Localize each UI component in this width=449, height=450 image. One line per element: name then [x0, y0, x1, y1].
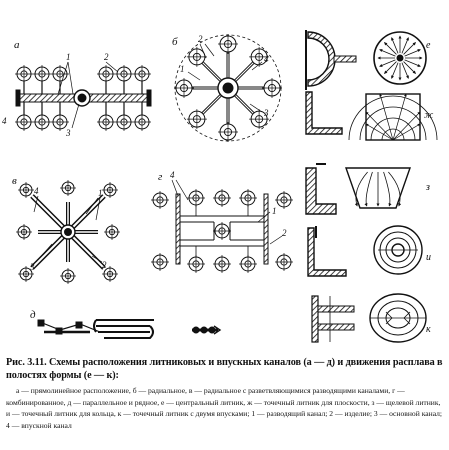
panel-g-callout-2: 2	[282, 228, 287, 238]
panel-a-callout-2: 2	[104, 52, 109, 62]
panel-v-callout-1: 1	[98, 188, 103, 198]
cavity-symbol	[275, 253, 293, 271]
cavity-symbol	[133, 113, 151, 131]
panel-b-radial-layout	[172, 34, 282, 142]
cavity-symbol	[239, 189, 257, 207]
cavity-symbol	[187, 255, 205, 273]
panel-v-callout-3: 3	[30, 262, 35, 272]
panel-v-letter: в	[12, 175, 17, 187]
cavity-symbol	[60, 180, 76, 196]
panel-g-combined-layout	[151, 170, 293, 273]
panel-z-slot-gate	[306, 164, 430, 214]
cavity-symbol	[33, 113, 51, 131]
panel-g-callout-1: 1	[272, 206, 277, 216]
cavity-symbol	[218, 34, 238, 54]
panel-e-section	[308, 32, 335, 86]
panel-i-section	[308, 228, 346, 276]
panel-v-branched-radial-layout	[12, 175, 120, 284]
cavity-symbol	[151, 191, 169, 209]
panel-z-letter: з	[426, 182, 430, 193]
cavity-symbol	[213, 255, 231, 273]
cavity-symbol	[115, 65, 133, 83]
cavity-symbol	[102, 182, 118, 198]
panel-i-pin-gate-ring	[308, 226, 431, 276]
panel-b-callout-2: 2	[198, 34, 203, 44]
panel-k-two-inlet-gate	[312, 294, 431, 342]
cavity-symbol	[16, 224, 32, 240]
panel-k-letter: к	[426, 324, 431, 335]
panel-zh-plan	[366, 94, 420, 140]
cavity-symbol	[60, 268, 76, 284]
cavity-symbol	[15, 113, 33, 131]
cavity-symbol	[174, 78, 194, 98]
panel-i-plan	[374, 226, 422, 274]
panel-v-callout-4: 4	[34, 186, 39, 196]
figure-caption-title: Рис. 3.11. Схемы расположения литниковых и впускных каналов (а — д) и движения расплава в полостях формы (е — к):	[6, 357, 443, 381]
panel-a-letter: а	[14, 39, 20, 51]
panel-v-callout-2: 2	[102, 260, 107, 270]
cavity-symbol	[133, 65, 151, 83]
cavity-symbol	[275, 191, 293, 209]
cavity-symbol	[151, 253, 169, 271]
cavity-symbol	[18, 182, 34, 198]
cavity-symbol	[218, 122, 238, 142]
panel-b-callout-3: 3	[264, 108, 269, 118]
cavity-symbol	[239, 255, 257, 273]
panel-d-parallel-row-layout	[30, 309, 220, 338]
panel-b-letter: б	[172, 36, 178, 48]
panel-g-callout-4: 4	[170, 170, 175, 180]
cavity-symbol	[97, 113, 115, 131]
panel-a-callout-1: 1	[66, 52, 71, 62]
cavity-symbol	[213, 222, 231, 240]
panel-z-section	[306, 168, 336, 214]
panel-a-callout-4: 4	[2, 116, 7, 126]
cavity-symbol	[115, 113, 133, 131]
panel-e-letter: е	[426, 40, 431, 51]
panel-k-plan	[370, 294, 426, 342]
panel-d-row-sketch	[38, 320, 100, 334]
figure-caption-legend: а — прямолинейное расположение, б — радиальное, в — радиальное с разветвляющимися разводящими каналами, г — комбинированное, д — параллельное и рядное, е — центральный литник, ж — точечный литник для плоскости, з — щелевой литник, и — точечный литник для кольца, к — точечный литник с двумя впусками; 1 — разводящий канал; 2 — изделие; 3 — основной канал; 4 — впускной канал	[6, 386, 443, 430]
cavity-symbol	[104, 224, 120, 240]
panel-d-letter: д	[30, 309, 36, 321]
panel-a-linear-layout	[2, 39, 151, 138]
cavity-symbol	[213, 189, 231, 207]
panel-d-parallel-sketch	[94, 320, 154, 338]
panel-z-flow-lines	[356, 172, 400, 206]
panel-i-letter: и	[426, 252, 431, 263]
panel-b-callout-1: 1	[180, 64, 185, 74]
panel-zh-pin-gate-plate	[306, 92, 437, 140]
cavity-symbol	[15, 65, 33, 83]
cavity-symbol	[262, 78, 282, 98]
panel-k-section	[312, 296, 354, 342]
panel-e-central-sprue	[306, 30, 431, 90]
panel-d-chain-sketch	[192, 326, 220, 334]
panel-g-letter: г	[158, 171, 163, 183]
cavity-symbol	[187, 189, 205, 207]
cavity-symbol	[33, 65, 51, 83]
panel-zh-letter: ж	[424, 110, 434, 121]
panel-zh-section	[306, 92, 342, 134]
panel-g-cavities	[151, 189, 293, 273]
panel-a-callout-3: 3	[66, 128, 71, 138]
panel-b-callout-4: 4	[264, 54, 269, 64]
